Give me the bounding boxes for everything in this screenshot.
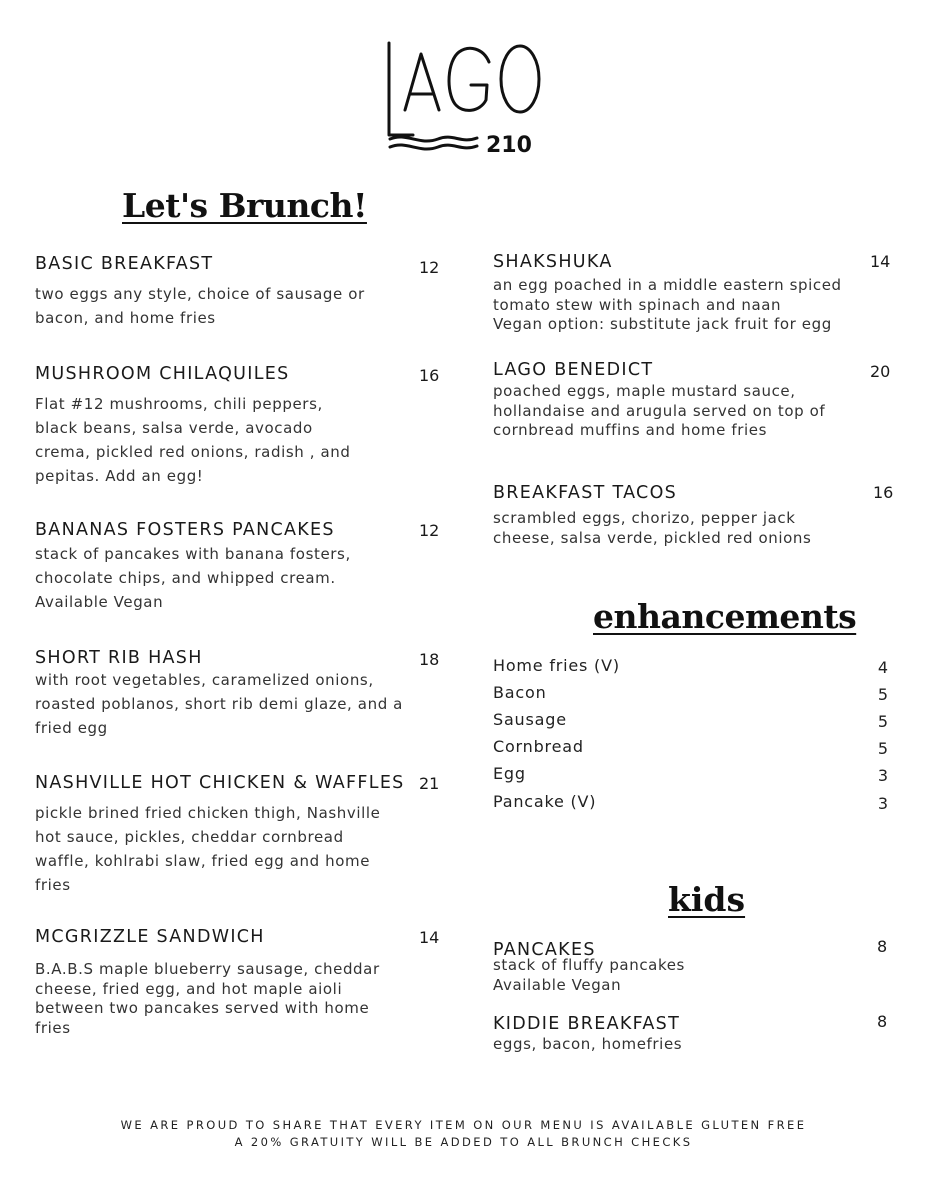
kids-item-kiddie-breakfast xyxy=(493,1014,682,1055)
enhancement-price: 3 xyxy=(877,794,888,813)
menu-item-mushroom-chilaquiles xyxy=(35,364,351,488)
enhancement-row xyxy=(493,710,888,737)
item-description: stack of pancakes with banana fosters, chocolate chips, and whipped cream. Available Vegan xyxy=(35,545,351,611)
item-description: an egg poached in a middle eastern spiced tomato stew with spinach and naan Vegan option: substitute jack fruit for egg xyxy=(493,276,842,333)
item-name: LAGO BENEDICT xyxy=(493,360,654,380)
item-price: 21 xyxy=(419,774,440,793)
enhancement-row xyxy=(493,656,888,683)
enhancement-name: Home fries (V) xyxy=(493,656,620,675)
menu-item-shakshuka xyxy=(493,252,842,335)
item-description: pickle brined fried chicken thigh, Nashville hot sauce, pickles, cheddar cornbread waffle, kohlrabi slaw, fried egg and home fries xyxy=(35,804,381,894)
item-description: scrambled eggs, chorizo, pepper jack cheese, salsa verde, pickled red onions xyxy=(493,509,812,547)
enhancement-name: Egg xyxy=(493,764,526,783)
menu-item-mcgrizzle-sandwich xyxy=(35,927,380,1038)
menu-item-breakfast-tacos xyxy=(493,483,811,548)
item-name: NASHVILLE HOT CHICKEN & WAFFLES xyxy=(35,773,405,793)
enhancements-title: enhancements xyxy=(593,597,857,636)
menu-item-bananas-fosters-pancakes xyxy=(35,520,351,614)
item-description: stack of fluffy pancakes Available Vegan xyxy=(493,956,685,994)
item-name: BASIC BREAKFAST xyxy=(35,254,214,274)
enhancement-name: Cornbread xyxy=(493,737,584,756)
item-price: 16 xyxy=(873,483,894,502)
item-price: 12 xyxy=(419,521,440,540)
logo-number: 210 xyxy=(486,133,532,158)
enhancement-price: 5 xyxy=(877,712,888,731)
item-name: BREAKFAST TACOS xyxy=(493,483,678,503)
item-price: 8 xyxy=(877,937,888,956)
item-name: PANCAKES xyxy=(493,940,596,960)
enhancement-name: Bacon xyxy=(493,683,547,702)
item-description: B.A.B.S maple blueberry sausage, cheddar cheese, fried egg, and hot maple aioli between two pancakes served with home fries xyxy=(35,960,380,1037)
item-description: with root vegetables, caramelized onions, roasted poblanos, short rib demi glaze, and a fried egg xyxy=(35,671,403,737)
item-description: two eggs any style, choice of sausage or bacon, and home fries xyxy=(35,285,365,327)
enhancement-price: 4 xyxy=(877,658,888,677)
enhancement-price: 5 xyxy=(877,739,888,758)
gratuity-notice: A 20% GRATUITY WILL BE ADDED TO ALL BRUNCH CHECKS xyxy=(234,1135,693,1149)
menu-item-nashville-hot-chicken xyxy=(35,773,405,897)
enhancement-price: 5 xyxy=(877,685,888,704)
item-price: 12 xyxy=(419,258,440,277)
item-price: 14 xyxy=(870,252,891,271)
item-description: eggs, bacon, homefries xyxy=(493,1035,683,1053)
kids-title: kids xyxy=(668,880,746,919)
gluten-free-notice: WE ARE PROUD TO SHARE THAT EVERY ITEM ON OUR MENU IS AVAILABLE GLUTEN FREE xyxy=(120,1118,807,1132)
item-name: BANANAS FOSTERS PANCAKES xyxy=(35,520,335,540)
footer-notice xyxy=(0,1117,927,1151)
item-price: 14 xyxy=(419,928,440,947)
kids-item-pancakes xyxy=(493,940,685,995)
enhancement-row xyxy=(493,683,888,710)
item-price: 16 xyxy=(419,366,440,385)
enhancement-row xyxy=(493,764,888,791)
item-price: 8 xyxy=(877,1012,888,1031)
item-description: poached eggs, maple mustard sauce, hollandaise and arugula served on top of cornbread muffins and home fries xyxy=(493,382,826,439)
item-name: MCGRIZZLE SANDWICH xyxy=(35,927,265,947)
item-description: Flat #12 mushrooms, chili peppers, black beans, salsa verde, avocado crema, pickled red onions, radish , and pepitas. Add an egg! xyxy=(35,395,351,485)
brunch-title: Let's Brunch! xyxy=(122,186,367,225)
item-name: SHORT RIB HASH xyxy=(35,648,203,668)
item-name: MUSHROOM CHILAQUILES xyxy=(35,364,290,384)
menu-item-lago-benedict xyxy=(493,360,825,441)
item-price: 18 xyxy=(419,650,440,669)
menu-item-basic-breakfast xyxy=(35,254,365,330)
menu-item-short-rib-hash xyxy=(35,648,403,740)
enhancement-name: Pancake (V) xyxy=(493,792,597,811)
lago-logo xyxy=(383,38,548,163)
item-name: SHAKSHUKA xyxy=(493,252,613,272)
item-price: 20 xyxy=(870,362,891,381)
enhancement-row xyxy=(493,737,888,764)
enhancement-row xyxy=(493,792,888,819)
item-name: KIDDIE BREAKFAST xyxy=(493,1014,681,1034)
enhancement-price: 3 xyxy=(877,766,888,785)
enhancement-name: Sausage xyxy=(493,710,567,729)
